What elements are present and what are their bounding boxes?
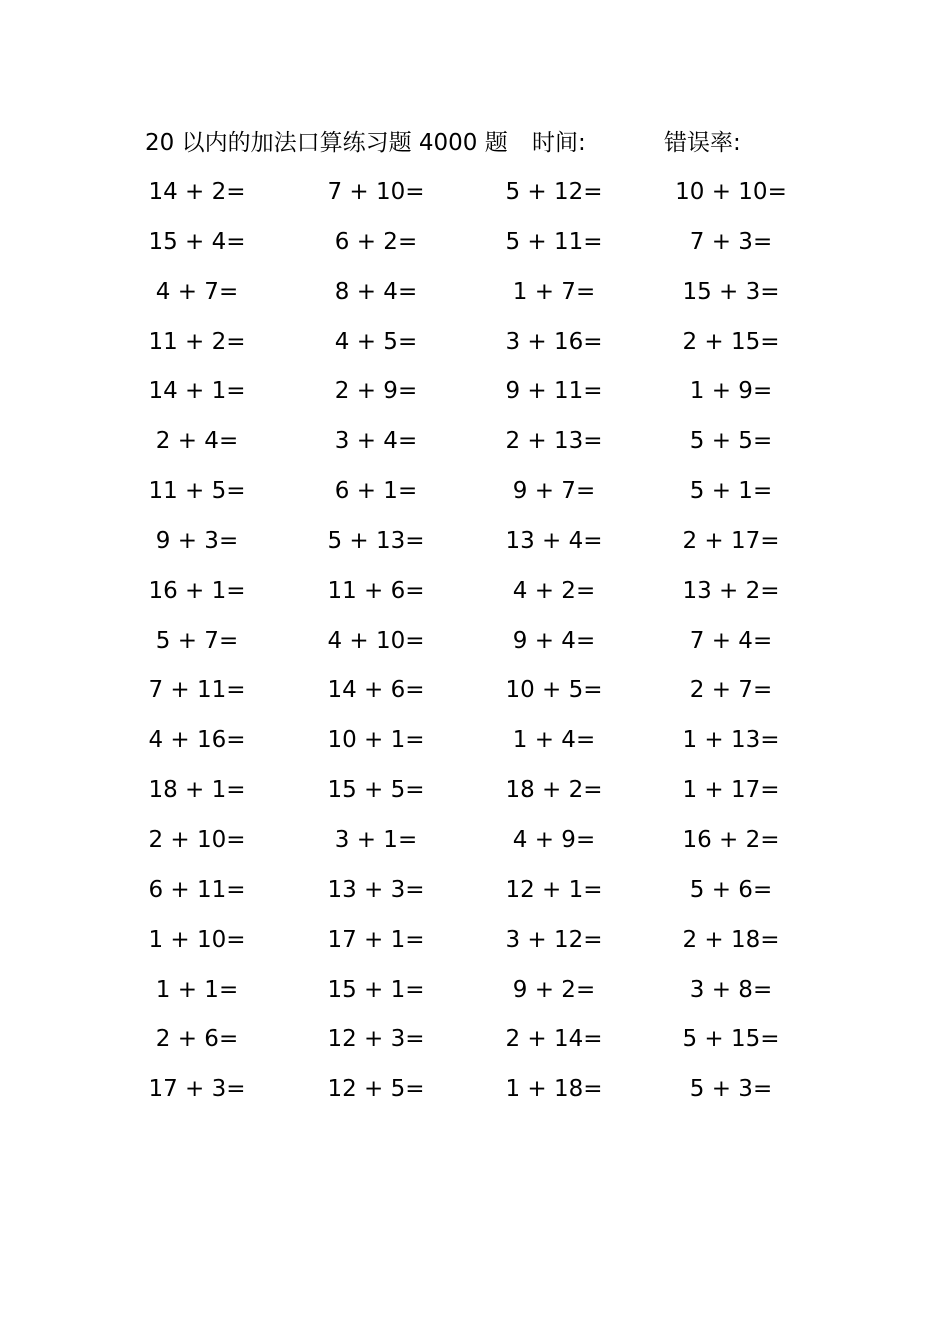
addition-problem: 1 + 10= bbox=[148, 926, 246, 953]
addition-problem: 2 + 6= bbox=[155, 1026, 239, 1053]
addition-problem: 16 + 2= bbox=[682, 826, 780, 853]
problem-row bbox=[0, 920, 950, 970]
addition-problem: 4 + 5= bbox=[334, 328, 418, 355]
addition-problem: 4 + 2= bbox=[512, 577, 596, 604]
time-label: 时间: bbox=[532, 130, 586, 156]
addition-problem: 2 + 13= bbox=[505, 428, 603, 455]
addition-problem: 3 + 4= bbox=[334, 428, 418, 455]
problem-row bbox=[0, 820, 950, 870]
problem-row bbox=[0, 1069, 950, 1119]
addition-problem: 14 + 2= bbox=[148, 179, 246, 205]
addition-problem: 17 + 3= bbox=[148, 1076, 246, 1103]
addition-problem: 4 + 16= bbox=[148, 727, 246, 754]
addition-problem: 1 + 17= bbox=[682, 777, 780, 804]
addition-problem: 1 + 1= bbox=[155, 976, 239, 1003]
addition-problem: 8 + 4= bbox=[334, 278, 418, 305]
addition-problem: 6 + 2= bbox=[334, 228, 418, 255]
problem-row bbox=[0, 770, 950, 820]
addition-problem: 5 + 11= bbox=[505, 228, 603, 255]
addition-problem: 3 + 16= bbox=[505, 328, 603, 355]
addition-problem: 11 + 2= bbox=[148, 328, 246, 355]
addition-problem: 5 + 15= bbox=[682, 1026, 780, 1053]
addition-problem: 4 + 10= bbox=[327, 627, 425, 654]
addition-problem: 2 + 10= bbox=[148, 826, 246, 853]
problem-row bbox=[0, 621, 950, 671]
addition-problem: 12 + 3= bbox=[327, 1026, 425, 1053]
addition-problem: 13 + 2= bbox=[682, 577, 780, 604]
problem-row bbox=[0, 1019, 950, 1069]
addition-problem: 11 + 5= bbox=[148, 478, 246, 505]
addition-problem: 2 + 4= bbox=[155, 428, 239, 455]
addition-problem: 15 + 5= bbox=[327, 777, 425, 804]
problem-row bbox=[0, 720, 950, 770]
problem-row bbox=[0, 521, 950, 571]
addition-problem: 1 + 7= bbox=[512, 278, 596, 305]
addition-problem: 5 + 7= bbox=[155, 627, 239, 654]
problem-row bbox=[0, 421, 950, 471]
addition-problem: 2 + 18= bbox=[682, 926, 780, 953]
addition-problem: 2 + 14= bbox=[505, 1026, 603, 1053]
problem-row bbox=[0, 870, 950, 920]
addition-problem: 7 + 4= bbox=[689, 627, 773, 654]
addition-problem: 9 + 11= bbox=[505, 378, 603, 405]
addition-problem: 6 + 1= bbox=[334, 478, 418, 505]
addition-problem: 5 + 3= bbox=[689, 1076, 773, 1103]
addition-problem: 17 + 1= bbox=[327, 926, 425, 953]
addition-problem: 1 + 18= bbox=[505, 1076, 603, 1103]
addition-problem: 15 + 3= bbox=[682, 278, 780, 305]
problem-row bbox=[0, 322, 950, 372]
problem-grid bbox=[0, 172, 950, 1119]
worksheet-title: 20 以内的加法口算练习题 4000 题 bbox=[145, 130, 508, 156]
problem-row bbox=[0, 571, 950, 621]
addition-problem: 15 + 4= bbox=[148, 228, 246, 255]
problem-row bbox=[0, 272, 950, 322]
addition-problem: 7 + 11= bbox=[148, 677, 246, 704]
addition-problem: 3 + 12= bbox=[505, 926, 603, 953]
addition-problem: 11 + 6= bbox=[327, 577, 425, 604]
addition-problem: 15 + 1= bbox=[327, 976, 425, 1003]
addition-problem: 16 + 1= bbox=[148, 577, 246, 604]
addition-problem: 2 + 9= bbox=[334, 378, 418, 405]
addition-problem: 9 + 4= bbox=[512, 627, 596, 654]
addition-problem: 2 + 17= bbox=[682, 527, 780, 554]
worksheet-header bbox=[0, 126, 950, 160]
addition-problem: 4 + 7= bbox=[155, 278, 239, 305]
addition-problem: 14 + 1= bbox=[148, 378, 246, 405]
addition-problem: 2 + 15= bbox=[682, 328, 780, 355]
addition-problem: 5 + 12= bbox=[505, 179, 603, 205]
addition-problem: 9 + 3= bbox=[155, 527, 239, 554]
addition-problem: 7 + 10= bbox=[327, 179, 425, 205]
addition-problem: 13 + 3= bbox=[327, 876, 425, 903]
addition-problem: 5 + 1= bbox=[689, 478, 773, 505]
addition-problem: 10 + 1= bbox=[327, 727, 425, 754]
addition-problem: 10 + 5= bbox=[505, 677, 603, 704]
problem-row bbox=[0, 670, 950, 720]
addition-problem: 14 + 6= bbox=[327, 677, 425, 704]
addition-problem: 1 + 13= bbox=[682, 727, 780, 754]
addition-problem: 12 + 1= bbox=[505, 876, 603, 903]
problem-row bbox=[0, 371, 950, 421]
problem-row bbox=[0, 471, 950, 521]
addition-problem: 5 + 13= bbox=[327, 527, 425, 554]
addition-problem: 1 + 4= bbox=[512, 727, 596, 754]
addition-problem: 10 + 10= bbox=[675, 179, 787, 205]
addition-problem: 13 + 4= bbox=[505, 527, 603, 554]
addition-problem: 7 + 3= bbox=[689, 228, 773, 255]
addition-problem: 3 + 8= bbox=[689, 976, 773, 1003]
error-rate-label: 错误率: bbox=[664, 130, 741, 156]
addition-problem: 9 + 7= bbox=[512, 478, 596, 505]
addition-problem: 2 + 7= bbox=[689, 677, 773, 704]
problem-row bbox=[0, 970, 950, 1020]
addition-problem: 3 + 1= bbox=[334, 826, 418, 853]
addition-problem: 12 + 5= bbox=[327, 1076, 425, 1103]
addition-problem: 18 + 2= bbox=[505, 777, 603, 804]
addition-problem: 5 + 6= bbox=[689, 876, 773, 903]
addition-problem: 6 + 11= bbox=[148, 876, 246, 903]
problem-row bbox=[0, 172, 950, 222]
addition-problem: 9 + 2= bbox=[512, 976, 596, 1003]
addition-problem: 4 + 9= bbox=[512, 826, 596, 853]
addition-problem: 5 + 5= bbox=[689, 428, 773, 455]
addition-problem: 18 + 1= bbox=[148, 777, 246, 804]
addition-problem: 1 + 9= bbox=[689, 378, 773, 405]
problem-row bbox=[0, 222, 950, 272]
